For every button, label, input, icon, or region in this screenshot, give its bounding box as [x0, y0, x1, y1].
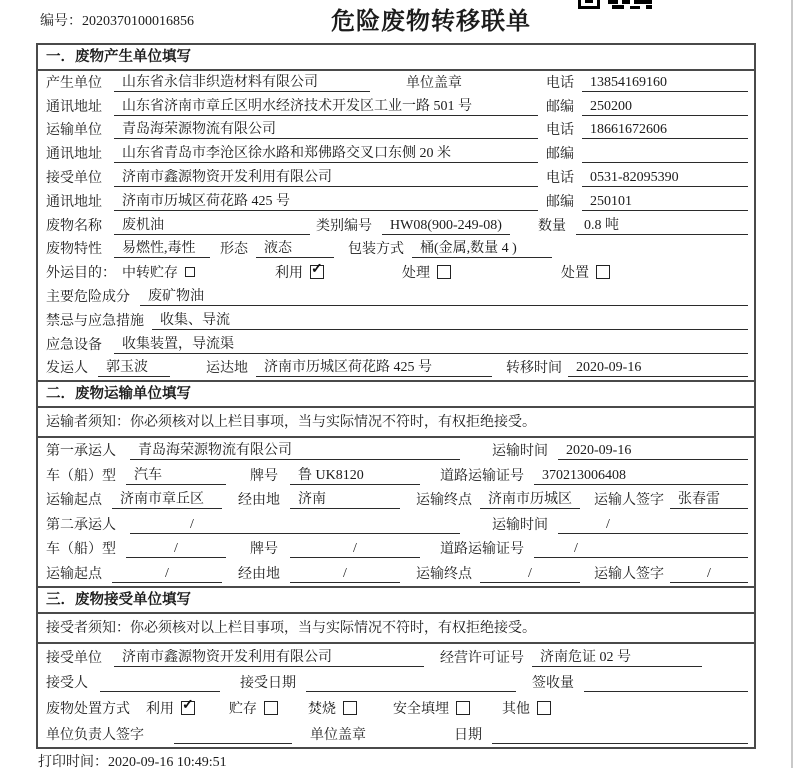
disposal-option-store: [229, 698, 278, 718]
disposal-option-incinerate: [308, 698, 357, 718]
disposal-option-landfill: [393, 698, 470, 718]
vehicle-type-value: /: [126, 540, 226, 558]
checkbox-icon[interactable]: [456, 701, 470, 715]
end-label: 运输终点: [416, 566, 472, 582]
row-waste-name: [38, 214, 754, 238]
option-label: 处置: [561, 266, 589, 282]
plate-value: 鲁 UK8120: [290, 467, 420, 485]
row-waste-property: [38, 238, 754, 262]
checkbox-icon[interactable]: [596, 265, 610, 279]
second-carrier-label: 第二承运人: [46, 517, 116, 533]
origin-label: 运输起点: [46, 493, 102, 509]
row-first-carrier: [38, 438, 754, 463]
checkbox-icon[interactable]: [537, 701, 551, 715]
shipper-label: 发运人: [46, 361, 88, 377]
zip-label: 邮编: [546, 147, 574, 163]
receive-unit-value: 济南市鑫源物资开发利用有限公司: [114, 649, 424, 667]
checkbox-icon[interactable]: [310, 265, 324, 279]
property-value: 易燃性,毒性: [114, 240, 210, 258]
receiver-notice: 接受者须知：你必须核对以上栏目事项，当与实际情况不符时，有权拒绝接受。: [38, 614, 754, 644]
receiver-value: 济南市鑫源物资开发利用有限公司: [114, 169, 538, 187]
receive-unit-label: 接受单位: [46, 650, 102, 666]
phone-value: 18661672606: [582, 121, 748, 139]
manager-sign-value: [174, 727, 292, 744]
road-license-value: 370213006408: [534, 467, 748, 485]
plate-label: 牌号: [250, 542, 278, 558]
shipper-value: 郭玉波: [98, 359, 170, 377]
form-value: 液态: [256, 240, 334, 258]
transport-time-value: 2020-09-16: [558, 442, 748, 460]
form-label: 形态: [220, 242, 248, 258]
carrier-sign-label: 运输人签字: [594, 566, 664, 582]
print-time-label: 打印时间：: [38, 755, 108, 770]
row-producer-unit: [38, 71, 754, 95]
section-producer: [38, 45, 754, 380]
transport-time-value: /: [558, 516, 748, 534]
option-label: 中转贮存: [122, 266, 178, 282]
packaging-label: 包装方式: [348, 242, 404, 258]
serial-value: 2020370100016856: [82, 14, 194, 29]
equipment-label: 应急设备: [46, 337, 102, 353]
waste-name-value: 废机油: [114, 217, 310, 235]
via-label: 经由地: [238, 566, 280, 582]
zip-label: 邮编: [546, 194, 574, 210]
via-value: 济南: [290, 491, 400, 509]
packaging-value: 桶(金属,数量 4 ): [412, 240, 552, 258]
end-label: 运输终点: [416, 493, 472, 509]
carrier-sign-value: 张春雷: [670, 491, 748, 509]
accept-date-value: [306, 675, 516, 692]
vehicle-type-label: 车（船）型: [46, 468, 116, 484]
transporter-label: 运输单位: [46, 123, 102, 139]
equipment-value: 收集装置，导流渠: [114, 336, 748, 354]
checkbox-icon[interactable]: [181, 701, 195, 715]
accept-date-label: 接受日期: [240, 676, 296, 692]
acceptor-value: [100, 675, 220, 692]
section-transporter: [38, 380, 754, 586]
phone-value: 0531-82095390: [582, 169, 748, 187]
origin-value: /: [112, 565, 222, 583]
acceptor-label: 接受人: [46, 676, 88, 692]
purpose-label: 外运目的：: [46, 266, 116, 282]
phone-label: 电话: [546, 123, 574, 139]
emergency-label: 禁忌与应急措施: [46, 313, 144, 329]
date-value: [492, 727, 748, 744]
hazard-value: 废矿物油: [140, 288, 748, 306]
zip-value: 250200: [582, 98, 748, 116]
road-license-label: 道路运输证号: [440, 542, 524, 558]
category-label: 类别编号: [316, 218, 372, 234]
transporter-notice: 运输者须知：你必须核对以上栏目事项，当与实际情况不符时，有权拒绝接受。: [38, 408, 754, 438]
row-disposal-method: [38, 695, 754, 721]
row-emergency-measures: [38, 309, 754, 333]
row-receive-unit: [38, 644, 754, 670]
row-purpose: [38, 261, 754, 285]
row-acceptor: [38, 670, 754, 696]
first-carrier-label: 第一承运人: [46, 443, 116, 459]
option-label: 处理: [402, 266, 430, 282]
purpose-option-transfer-storage: [122, 262, 195, 282]
row-transporter-address: [38, 142, 754, 166]
section-receiver: [38, 586, 754, 747]
disposal-option-utilize: [146, 698, 195, 718]
row-route-1: [38, 488, 754, 513]
row-receiver-unit: [38, 166, 754, 190]
transfer-time-value: 2020-09-16: [568, 359, 748, 377]
address-value: 济南市历城区荷花路 425 号: [114, 193, 538, 211]
option-label: 其他: [502, 701, 530, 717]
manifest-form: [36, 43, 756, 749]
unit-seal-label: 单位盖章: [310, 727, 366, 743]
transport-time-label: 运输时间: [492, 517, 548, 533]
plate-label: 牌号: [250, 468, 278, 484]
origin-value: 济南市章丘区: [112, 491, 222, 509]
zip-value: 250101: [582, 193, 748, 211]
print-time-line: [38, 751, 227, 771]
waste-name-label: 废物名称: [46, 218, 102, 234]
option-label: 利用: [275, 266, 303, 282]
address-value: 山东省青岛市李沧区徐水路和郑佛路交叉口东侧 20 米: [114, 145, 538, 163]
serial-number-line: [40, 10, 194, 30]
category-value: HW08(900-249-08): [382, 217, 510, 235]
phone-label: 电话: [546, 170, 574, 186]
row-producer-address: [38, 95, 754, 119]
section-producer-title: 一．废物产生单位填写: [38, 45, 754, 71]
document-title: 危险废物转移联单: [331, 9, 531, 35]
row-transporter-unit: [38, 119, 754, 143]
row-hazard-component: [38, 285, 754, 309]
received-qty-label: 签收量: [532, 676, 574, 692]
section-transporter-title: 二．废物运输单位填写: [38, 382, 754, 408]
via-label: 经由地: [238, 493, 280, 509]
quantity-value: 0.8 吨: [576, 217, 748, 235]
row-emergency-equipment: [38, 333, 754, 357]
emergency-value: 收集、导流: [152, 312, 748, 330]
address-label: 通讯地址: [46, 99, 102, 115]
option-label: 贮存: [229, 701, 257, 717]
address-label: 通讯地址: [46, 147, 102, 163]
quantity-label: 数量: [538, 218, 566, 234]
first-carrier-value: 青岛海荣源物流有限公司: [130, 442, 460, 460]
zip-label: 邮编: [546, 99, 574, 115]
received-qty-value: [584, 675, 748, 692]
manager-sign-label: 单位负责人签字: [46, 727, 144, 743]
road-license-value: /: [534, 540, 748, 558]
producer-unit-value: 山东省永信非织造材料有限公司: [114, 74, 370, 92]
row-vehicle-1: [38, 463, 754, 488]
address-value: 山东省济南市章丘区明水经济技术开发区工业一路 501 号: [114, 98, 538, 116]
transport-time-label: 运输时间: [492, 443, 548, 459]
end-value: /: [480, 565, 580, 583]
disposal-option-other: [502, 698, 551, 718]
business-license-value: 济南危证 02 号: [532, 649, 702, 667]
end-value: 济南市历城区: [480, 491, 580, 509]
hazard-label: 主要危险成分: [46, 289, 130, 305]
purpose-option-dispose: [561, 262, 610, 282]
unit-seal-label: 单位盖章: [406, 75, 462, 91]
producer-unit-label: 产生单位: [46, 75, 102, 91]
qr-code-fragment-icon: [578, 0, 652, 10]
second-carrier-value: /: [130, 516, 460, 534]
carrier-sign-value: /: [670, 565, 748, 583]
vehicle-type-value: 汽车: [126, 467, 226, 485]
road-license-label: 道路运输证号: [440, 468, 524, 484]
row-vehicle-2: [38, 537, 754, 562]
row-shipper: [38, 357, 754, 381]
row-manager-sign: [38, 721, 754, 747]
via-value: /: [290, 565, 400, 583]
purpose-option-utilize: [275, 262, 324, 282]
section-receiver-title: 三．废物接受单位填写: [38, 588, 754, 614]
checkbox-icon[interactable]: [185, 267, 195, 277]
disposal-label: 废物处置方式: [46, 701, 130, 717]
transfer-time-label: 转移时间: [506, 361, 562, 377]
option-label: 焚烧: [308, 701, 336, 717]
date-label: 日期: [454, 727, 482, 743]
page-edge-line: [791, 0, 793, 768]
row-receiver-address: [38, 190, 754, 214]
zip-value: [582, 146, 748, 163]
checkbox-icon[interactable]: [437, 265, 451, 279]
origin-label: 运输起点: [46, 566, 102, 582]
checkbox-icon[interactable]: [264, 701, 278, 715]
vehicle-type-label: 车（船）型: [46, 542, 116, 558]
checkbox-icon[interactable]: [343, 701, 357, 715]
carrier-sign-label: 运输人签字: [594, 493, 664, 509]
phone-value: 13854169160: [582, 74, 748, 92]
receiver-label: 接受单位: [46, 170, 102, 186]
purpose-option-treat: [402, 262, 451, 282]
phone-label: 电话: [546, 75, 574, 91]
row-second-carrier: [38, 512, 754, 537]
print-time-value: 2020-09-16 10:49:51: [108, 755, 227, 770]
serial-label: 编号：: [40, 14, 82, 29]
option-label: 利用: [146, 701, 174, 717]
address-label: 通讯地址: [46, 194, 102, 210]
option-label: 安全填埋: [393, 701, 449, 717]
transporter-value: 青岛海荣源物流有限公司: [114, 121, 538, 139]
business-license-label: 经营许可证号: [440, 650, 524, 666]
destination-label: 运达地: [206, 361, 248, 377]
plate-value: /: [290, 540, 420, 558]
destination-value: 济南市历城区荷花路 425 号: [256, 359, 492, 377]
property-label: 废物特性: [46, 242, 102, 258]
row-route-2: [38, 561, 754, 586]
